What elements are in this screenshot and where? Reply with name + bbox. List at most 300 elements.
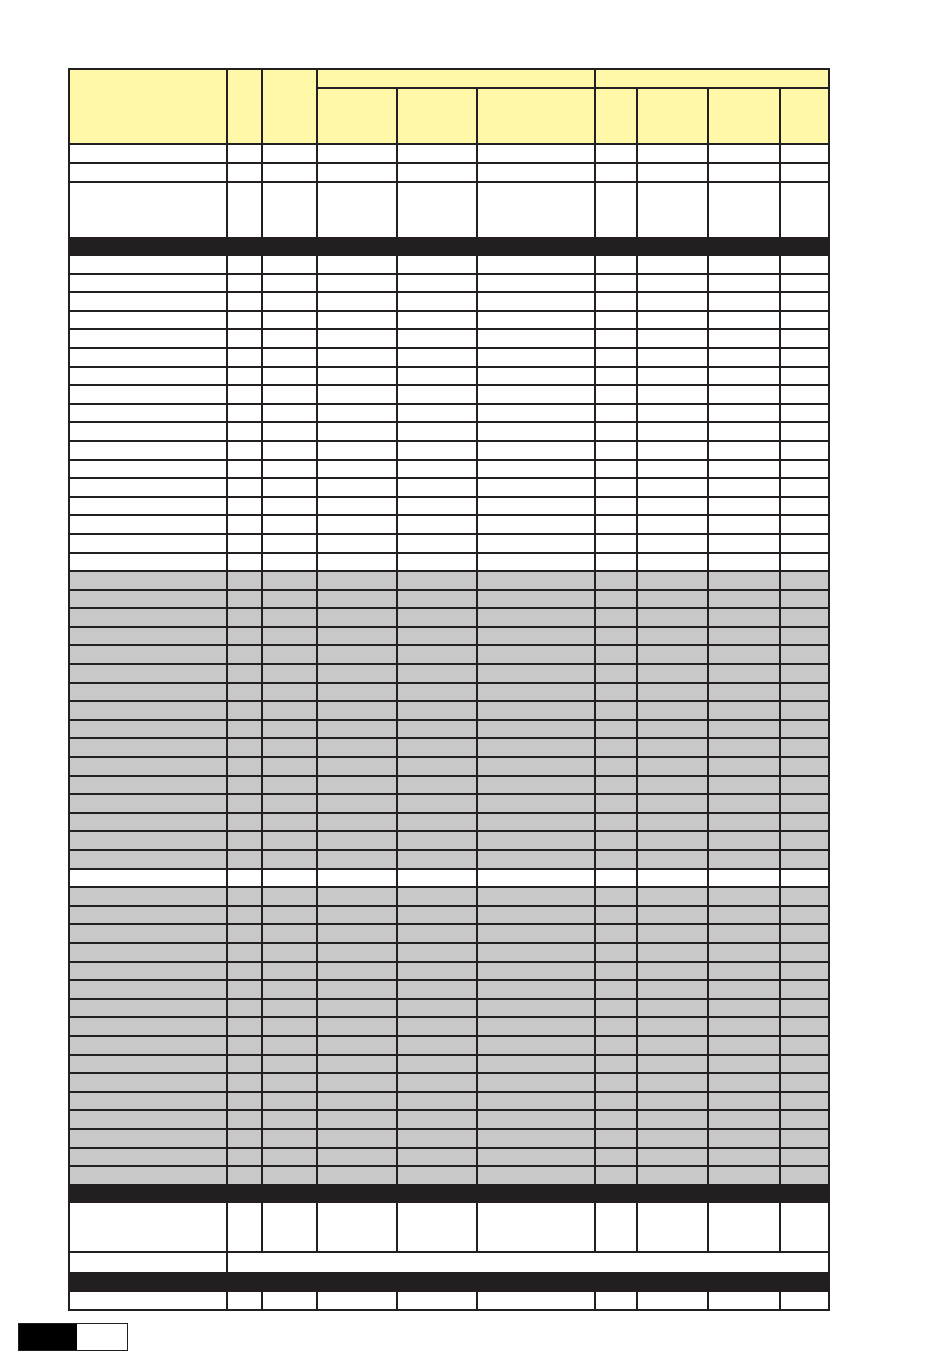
table-cell — [637, 776, 708, 795]
table-row — [69, 701, 829, 720]
table-cell — [477, 441, 595, 460]
header-cell — [595, 88, 637, 144]
table-cell — [477, 869, 595, 888]
table-cell — [637, 367, 708, 386]
table-cell — [637, 1036, 708, 1055]
table-cell — [637, 831, 708, 850]
table-cell — [69, 329, 227, 348]
table-cell — [397, 311, 477, 330]
table-cell — [595, 422, 637, 441]
table-cell — [595, 850, 637, 869]
table-cell — [595, 757, 637, 776]
table-cell — [397, 813, 477, 832]
table-cell — [69, 1036, 227, 1055]
table-cell — [637, 980, 708, 999]
table-row — [69, 1129, 829, 1148]
table-cell — [227, 274, 262, 293]
table-cell — [708, 1129, 780, 1148]
table-cell — [477, 367, 595, 386]
table-cell — [317, 999, 397, 1018]
table-cell — [262, 645, 317, 664]
table-cell — [595, 292, 637, 311]
table-cell — [477, 571, 595, 590]
table-cell — [397, 831, 477, 850]
table-cell — [595, 367, 637, 386]
table-cell — [637, 534, 708, 553]
table-cell — [262, 627, 317, 646]
table-cell — [397, 590, 477, 609]
table-cell — [708, 794, 780, 813]
table-row — [69, 608, 829, 627]
table-cell — [477, 460, 595, 479]
table-cell — [708, 645, 780, 664]
table-cell — [69, 1202, 227, 1252]
table-cell — [317, 441, 397, 460]
table-cell — [477, 534, 595, 553]
table-cell — [69, 1166, 227, 1185]
table-cell — [262, 460, 317, 479]
table-cell — [397, 645, 477, 664]
table-cell — [397, 1129, 477, 1148]
table-cell — [227, 553, 262, 572]
table-cell — [69, 924, 227, 943]
table-cell — [595, 1017, 637, 1036]
table-cell — [227, 1202, 262, 1252]
table-cell — [227, 1017, 262, 1036]
table-header-row-top — [69, 69, 829, 88]
table-cell — [227, 980, 262, 999]
table-cell — [477, 385, 595, 404]
table-cell — [708, 1092, 780, 1111]
table-cell — [595, 1148, 637, 1167]
table-cell — [780, 497, 829, 516]
table-cell — [317, 850, 397, 869]
table-cell — [317, 757, 397, 776]
table-cell — [227, 962, 262, 981]
table-cell — [69, 813, 227, 832]
table-row — [69, 274, 829, 293]
table-cell — [262, 1017, 317, 1036]
table-row — [69, 515, 829, 534]
table-cell — [477, 924, 595, 943]
table-row — [69, 1055, 829, 1074]
table-cell — [637, 1110, 708, 1129]
table-cell — [595, 720, 637, 739]
header-cell — [227, 69, 262, 144]
table-cell — [637, 571, 708, 590]
table-cell — [262, 182, 317, 238]
table-cell — [477, 329, 595, 348]
footnote-cell — [227, 1252, 829, 1273]
table-cell — [227, 924, 262, 943]
table-cell — [262, 738, 317, 757]
table-cell — [637, 608, 708, 627]
table-row — [69, 1202, 829, 1252]
table-cell — [317, 348, 397, 367]
table-cell — [397, 720, 477, 739]
table-cell — [397, 292, 477, 311]
table-cell — [262, 515, 317, 534]
table-cell — [262, 924, 317, 943]
table-cell — [637, 645, 708, 664]
table-cell — [637, 1073, 708, 1092]
table-cell — [262, 850, 317, 869]
table-cell — [397, 701, 477, 720]
header-group-b — [595, 69, 829, 88]
header-group-a — [317, 69, 595, 88]
table-cell — [780, 590, 829, 609]
table-cell — [317, 404, 397, 423]
table-cell — [637, 664, 708, 683]
table-cell — [397, 1036, 477, 1055]
table-cell — [595, 1092, 637, 1111]
table-cell — [317, 329, 397, 348]
table-cell — [262, 1129, 317, 1148]
table-cell — [397, 980, 477, 999]
table-cell — [397, 534, 477, 553]
table-cell — [397, 441, 477, 460]
table-cell — [780, 701, 829, 720]
table-row — [69, 311, 829, 330]
table-cell — [397, 683, 477, 702]
table-cell — [595, 460, 637, 479]
table-cell — [708, 738, 780, 757]
table-cell — [227, 906, 262, 925]
table-cell — [317, 182, 397, 238]
table-cell — [637, 292, 708, 311]
table-cell — [317, 385, 397, 404]
table-cell — [780, 1129, 829, 1148]
table-cell — [397, 478, 477, 497]
table-cell — [227, 794, 262, 813]
table-row — [69, 385, 829, 404]
table-cell — [780, 515, 829, 534]
table-cell — [595, 144, 637, 163]
table-row — [69, 906, 829, 925]
table-cell — [262, 664, 317, 683]
table-cell — [317, 1202, 397, 1252]
table-cell — [477, 1148, 595, 1167]
table-cell — [317, 144, 397, 163]
table-cell — [317, 962, 397, 981]
section-divider-cell — [69, 238, 829, 255]
table-cell — [397, 887, 477, 906]
table-cell — [69, 980, 227, 999]
table-cell — [708, 534, 780, 553]
table-cell — [262, 385, 317, 404]
table-cell — [227, 515, 262, 534]
table-cell — [317, 515, 397, 534]
table-cell — [595, 311, 637, 330]
table-cell — [477, 831, 595, 850]
table-cell — [317, 924, 397, 943]
table-cell — [262, 144, 317, 163]
table-cell — [69, 404, 227, 423]
table-cell — [317, 980, 397, 999]
table-cell — [477, 515, 595, 534]
table-cell — [227, 720, 262, 739]
table-row — [69, 887, 829, 906]
table-cell — [637, 1017, 708, 1036]
table-cell — [317, 590, 397, 609]
table-cell — [708, 627, 780, 646]
table-cell — [595, 683, 637, 702]
table-cell — [227, 571, 262, 590]
table-cell — [595, 497, 637, 516]
header-cell — [477, 88, 595, 144]
table-cell — [477, 422, 595, 441]
table-cell — [397, 404, 477, 423]
table-cell — [397, 163, 477, 182]
table-cell — [262, 1036, 317, 1055]
table-cell — [637, 943, 708, 962]
table-cell — [69, 757, 227, 776]
footnote-row — [69, 1252, 829, 1273]
table-cell — [595, 1202, 637, 1252]
table-cell — [780, 980, 829, 999]
table-cell — [317, 571, 397, 590]
table-cell — [227, 757, 262, 776]
table-cell — [262, 831, 317, 850]
table-row — [69, 962, 829, 981]
table-cell — [397, 850, 477, 869]
table-cell — [595, 348, 637, 367]
table-cell — [595, 1166, 637, 1185]
table-cell — [69, 497, 227, 516]
table-cell — [262, 553, 317, 572]
table-cell — [708, 292, 780, 311]
table-cell — [397, 794, 477, 813]
table-cell — [262, 943, 317, 962]
table-cell — [637, 497, 708, 516]
table-cell — [317, 869, 397, 888]
table-cell — [595, 701, 637, 720]
table-cell — [477, 683, 595, 702]
table-row — [69, 460, 829, 479]
table-row — [69, 664, 829, 683]
table-cell — [262, 497, 317, 516]
table-cell — [477, 497, 595, 516]
section-divider-row — [69, 1185, 829, 1202]
table-cell — [595, 182, 637, 238]
table-cell — [477, 404, 595, 423]
table-cell — [397, 1148, 477, 1167]
table-cell — [69, 348, 227, 367]
table-cell — [477, 274, 595, 293]
table-cell — [595, 645, 637, 664]
table-cell — [477, 664, 595, 683]
table-cell — [780, 738, 829, 757]
table-cell — [262, 701, 317, 720]
table-cell — [637, 683, 708, 702]
table-cell — [637, 1092, 708, 1111]
table-cell — [708, 776, 780, 795]
table-cell — [317, 1055, 397, 1074]
table-cell — [595, 1129, 637, 1148]
table-cell — [708, 404, 780, 423]
table-cell — [227, 701, 262, 720]
table-cell — [780, 460, 829, 479]
table-cell — [69, 645, 227, 664]
table-cell — [397, 182, 477, 238]
table-cell — [595, 831, 637, 850]
table-cell — [69, 701, 227, 720]
table-cell — [317, 1129, 397, 1148]
table-cell — [262, 329, 317, 348]
table-cell — [708, 422, 780, 441]
table-cell — [477, 553, 595, 572]
table-cell — [69, 683, 227, 702]
table-cell — [69, 887, 227, 906]
table-cell — [637, 924, 708, 943]
table-cell — [708, 757, 780, 776]
table-cell — [262, 1073, 317, 1092]
table-row — [69, 182, 829, 238]
table-cell — [262, 887, 317, 906]
table-cell — [262, 720, 317, 739]
table-cell — [595, 590, 637, 609]
table-cell — [397, 627, 477, 646]
table-cell — [637, 999, 708, 1018]
table-cell — [595, 571, 637, 590]
table-cell — [780, 720, 829, 739]
table-cell — [262, 1291, 317, 1310]
table-row — [69, 1073, 829, 1092]
table-cell — [262, 776, 317, 795]
table-cell — [637, 329, 708, 348]
table-cell — [227, 608, 262, 627]
table-cell — [69, 869, 227, 888]
table-cell — [227, 1148, 262, 1167]
table-cell — [397, 1166, 477, 1185]
table-cell — [595, 627, 637, 646]
table-cell — [477, 163, 595, 182]
table-cell — [708, 1166, 780, 1185]
table-cell — [397, 329, 477, 348]
table-cell — [780, 850, 829, 869]
table-cell — [708, 831, 780, 850]
table-cell — [397, 1073, 477, 1092]
table-cell — [397, 515, 477, 534]
table-cell — [69, 553, 227, 572]
table-cell — [637, 850, 708, 869]
table-cell — [317, 1017, 397, 1036]
table-cell — [780, 776, 829, 795]
table-cell — [227, 534, 262, 553]
table-cell — [227, 813, 262, 832]
table-cell — [317, 367, 397, 386]
table-cell — [262, 1110, 317, 1129]
table-cell — [227, 645, 262, 664]
table-cell — [227, 367, 262, 386]
table-cell — [708, 813, 780, 832]
table-cell — [595, 869, 637, 888]
table-cell — [637, 906, 708, 925]
table-cell — [595, 738, 637, 757]
table-cell — [708, 385, 780, 404]
table-cell — [227, 869, 262, 888]
table-cell — [637, 404, 708, 423]
table-cell — [477, 1017, 595, 1036]
table-cell — [262, 999, 317, 1018]
table-cell — [227, 311, 262, 330]
table-cell — [69, 1017, 227, 1036]
table-cell — [780, 1055, 829, 1074]
table-cell — [69, 627, 227, 646]
table-cell — [397, 664, 477, 683]
table-cell — [708, 329, 780, 348]
table-cell — [397, 943, 477, 962]
table-cell — [637, 144, 708, 163]
table-cell — [708, 497, 780, 516]
table-cell — [595, 924, 637, 943]
table-cell — [780, 943, 829, 962]
table-cell — [317, 460, 397, 479]
table-cell — [477, 182, 595, 238]
table-row — [69, 831, 829, 850]
table-cell — [317, 1166, 397, 1185]
table-cell — [637, 515, 708, 534]
table-cell — [595, 515, 637, 534]
table-cell — [637, 348, 708, 367]
table-cell — [397, 144, 477, 163]
table-cell — [780, 813, 829, 832]
table-cell — [780, 757, 829, 776]
table-cell — [637, 869, 708, 888]
table-cell — [780, 553, 829, 572]
table-cell — [780, 367, 829, 386]
table-cell — [477, 645, 595, 664]
table-cell — [780, 571, 829, 590]
table-cell — [227, 850, 262, 869]
table-cell — [227, 385, 262, 404]
table-cell — [227, 292, 262, 311]
table-cell — [69, 182, 227, 238]
table-cell — [69, 1055, 227, 1074]
table-cell — [708, 182, 780, 238]
table-cell — [397, 1092, 477, 1111]
table-row — [69, 553, 829, 572]
table-cell — [595, 664, 637, 683]
table-cell — [227, 683, 262, 702]
table-cell — [397, 460, 477, 479]
table-cell — [477, 348, 595, 367]
table-cell — [397, 385, 477, 404]
table-cell — [595, 999, 637, 1018]
table-cell — [637, 757, 708, 776]
table-cell — [477, 906, 595, 925]
table-cell — [708, 720, 780, 739]
table-cell — [69, 292, 227, 311]
table-cell — [317, 1092, 397, 1111]
table-cell — [637, 1291, 708, 1310]
table-cell — [227, 1166, 262, 1185]
table-cell — [69, 962, 227, 981]
table-cell — [780, 887, 829, 906]
table-cell — [262, 274, 317, 293]
table-cell — [317, 534, 397, 553]
table-cell — [317, 906, 397, 925]
table-cell — [227, 163, 262, 182]
table-cell — [227, 1073, 262, 1092]
table-cell — [317, 478, 397, 497]
table-cell — [227, 478, 262, 497]
table-cell — [397, 255, 477, 274]
table-cell — [69, 906, 227, 925]
table-row — [69, 980, 829, 999]
table-cell — [708, 980, 780, 999]
table-cell — [397, 422, 477, 441]
